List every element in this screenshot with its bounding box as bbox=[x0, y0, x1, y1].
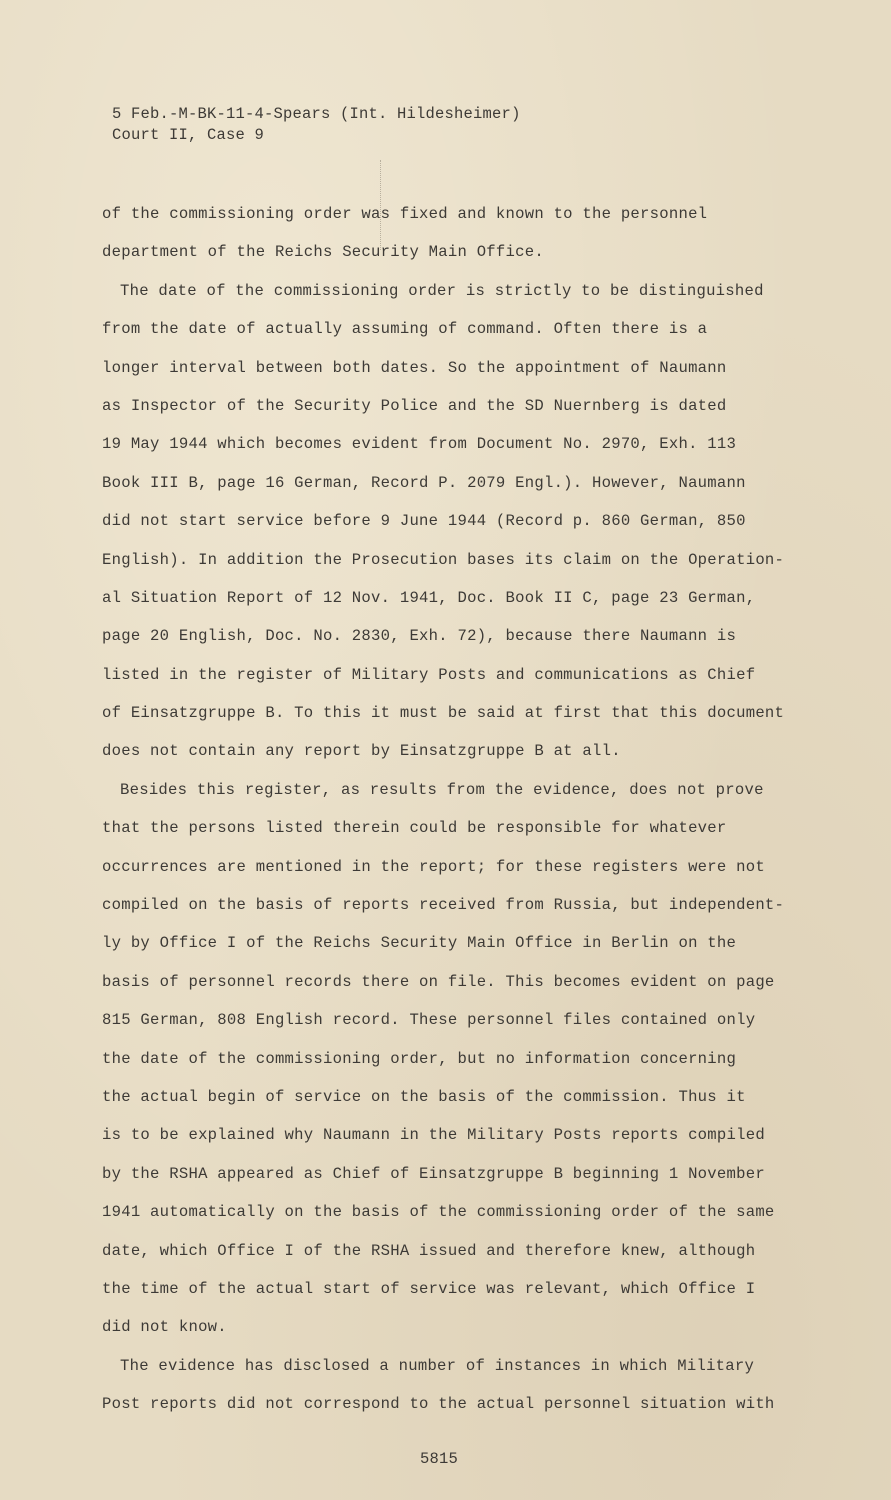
document-header bbox=[112, 104, 521, 146]
text-line: basis of personnel records there on file. This becomes evident on page bbox=[102, 972, 775, 991]
text-line: department of the Reichs Security Main Office. bbox=[102, 243, 544, 262]
text-line: did not know. bbox=[102, 1318, 227, 1337]
text-line: from the date of actually assuming of command. Often there is a bbox=[102, 320, 708, 339]
text-line: the date of the commissioning order, but no information concerning bbox=[102, 1049, 737, 1068]
text-line: 19 May 1944 which becomes evident from Document No. 2970, Exh. 113 bbox=[102, 435, 737, 454]
text-line: does not contain any report by Einsatzgruppe B at all. bbox=[102, 742, 621, 761]
text-line: occurrences are mentioned in the report; for these registers were not bbox=[102, 857, 765, 876]
text-line: Post reports did not correspond to the actual personnel situation with bbox=[102, 1395, 775, 1414]
text-line: Besides this register, as results from the evidence, does not prove bbox=[120, 780, 764, 799]
text-line: page 20 English, Doc. No. 2830, Exh. 72), because there Naumann is bbox=[102, 627, 737, 646]
text-line: English). In addition the Prosecution bases its claim on the Operation- bbox=[102, 550, 785, 569]
text-line: al Situation Report of 12 Nov. 1941, Doc. Book II C, page 23 German, bbox=[102, 588, 756, 607]
text-line: that the persons listed therein could be responsible for whatever bbox=[102, 819, 727, 838]
text-line: is to be explained why Naumann in the Military Posts reports compiled bbox=[102, 1126, 765, 1145]
document-body bbox=[102, 199, 802, 1428]
text-line: ly by Office I of the Reichs Security Main Office in Berlin on the bbox=[102, 934, 737, 953]
text-line: compiled on the basis of reports received from Russia, but independent- bbox=[102, 896, 785, 915]
text-line: The date of the commissioning order is strictly to be distinguished bbox=[120, 281, 764, 300]
text-line: of the commissioning order was fixed and known to the personnel bbox=[102, 205, 708, 223]
header-reference: 5 Feb.-M-BK-11-4-Spears (Int. Hildesheimer) bbox=[112, 105, 521, 123]
text-line: by the RSHA appeared as Chief of Einsatzgruppe B beginning 1 November bbox=[102, 1164, 765, 1183]
text-line: 1941 automatically on the basis of the commissioning order of the same bbox=[102, 1203, 775, 1222]
header-court-case: Court II, Case 9 bbox=[112, 126, 265, 144]
text-line: of Einsatzgruppe B. To this it must be said at first that this document bbox=[102, 704, 785, 723]
text-line: 815 German, 808 English record. These personnel files contained only bbox=[102, 1011, 756, 1030]
text-line: listed in the register of Military Posts and communications as Chief bbox=[102, 665, 756, 684]
text-line: the actual begin of service on the basis of the commission. Thus it bbox=[102, 1087, 746, 1106]
text-line: did not start service before 9 June 1944 (Record p. 860 German, 850 bbox=[102, 512, 746, 531]
text-line: longer interval between both dates. So the appointment of Naumann bbox=[102, 358, 727, 377]
page-number: 5815 bbox=[420, 1450, 459, 1468]
text-line: The evidence has disclosed a number of instances in which Military bbox=[120, 1356, 755, 1375]
text-line: date, which Office I of the RSHA issued and therefore knew, although bbox=[102, 1241, 756, 1260]
text-line: Book III B, page 16 German, Record P. 2079 Engl.). However, Naumann bbox=[102, 473, 746, 492]
text-line: as Inspector of the Security Police and the SD Nuernberg is dated bbox=[102, 396, 727, 415]
text-line: the time of the actual start of service was relevant, which Office I bbox=[102, 1279, 756, 1298]
